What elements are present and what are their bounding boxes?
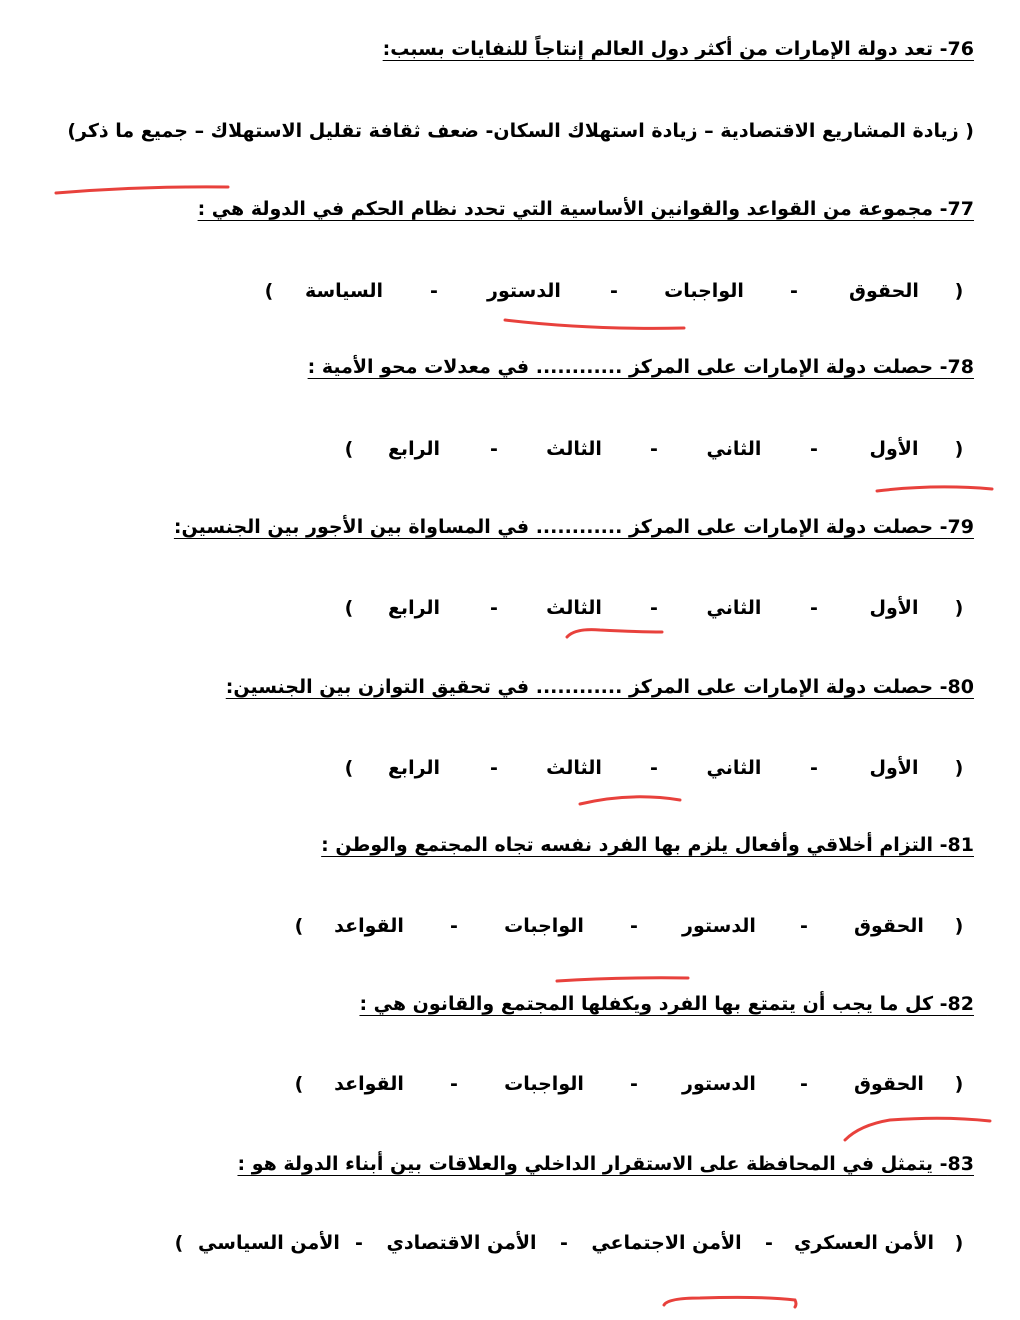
paren-open: ( xyxy=(954,757,964,779)
paren-open: ( xyxy=(954,438,964,460)
option-80-d[interactable]: الرابع xyxy=(387,757,441,779)
option-79-c[interactable]: الثالث xyxy=(546,597,602,619)
answer-mark-82 xyxy=(845,1118,990,1140)
option-82-a[interactable]: الحقوق xyxy=(854,1073,924,1095)
paren-close: ) xyxy=(174,1232,184,1254)
question-76: 76- تعد دولة الإمارات من أكثر دول العالم إنتاجاً للنفايات بسبب: xyxy=(382,38,974,60)
answer-mark-79 xyxy=(567,630,662,637)
option-81-b[interactable]: الدستور xyxy=(682,915,756,937)
dash: - xyxy=(450,915,458,937)
paren-close: ) xyxy=(344,757,354,779)
dash: - xyxy=(790,280,798,302)
option-77-d[interactable]: السياسة xyxy=(304,280,384,302)
dash: - xyxy=(560,1232,568,1254)
paren-open: ( xyxy=(954,280,964,302)
option-82-c[interactable]: الواجبات xyxy=(504,1073,584,1095)
option-79-d[interactable]: الرابع xyxy=(387,597,441,619)
paren-open: ( xyxy=(954,597,964,619)
dash: - xyxy=(610,280,618,302)
option-82-d[interactable]: القواعد xyxy=(334,1073,404,1095)
options-83 xyxy=(30,1232,974,1254)
answer-mark-76 xyxy=(56,187,228,193)
option-79-b[interactable]: الثاني xyxy=(706,597,762,619)
answer-mark-77 xyxy=(505,320,684,328)
dash: - xyxy=(650,597,658,619)
dash: - xyxy=(765,1232,773,1254)
question-82: 82- كل ما يجب أن يتمتع بها الفرد ويكفلها المجتمع والقانون هي : xyxy=(359,993,974,1015)
dash: - xyxy=(800,1073,808,1095)
option-78-a[interactable]: الأول xyxy=(869,438,919,460)
paren-open: ( xyxy=(954,1232,964,1254)
answer-mark-81 xyxy=(557,978,688,981)
dash: - xyxy=(430,280,438,302)
dash: - xyxy=(490,757,498,779)
question-80: 80- حصلت دولة الإمارات على المركز ............ في تحقيق التوازن بين الجنسين: xyxy=(225,676,974,698)
options-82 xyxy=(30,1073,974,1095)
option-78-d[interactable]: الرابع xyxy=(387,438,441,460)
options-76 xyxy=(30,120,974,142)
paren-open: ( xyxy=(954,915,964,937)
answer-mark-78 xyxy=(877,487,992,491)
paren-close: ) xyxy=(344,597,354,619)
option-77-a[interactable]: الحقوق xyxy=(849,280,919,302)
option-81-a[interactable]: الحقوق xyxy=(854,915,924,937)
dash: - xyxy=(490,597,498,619)
option-77-c[interactable]: الدستور xyxy=(487,280,561,302)
option-83-c[interactable]: الأمن الاقتصادي xyxy=(386,1232,537,1254)
question-81: 81- التزام أخلاقي وأفعال يلزم بها الفرد نفسه تجاه المجتمع والوطن : xyxy=(321,834,974,856)
option-83-d[interactable]: الأمن السياسي xyxy=(198,1232,340,1254)
dash: - xyxy=(450,1073,458,1095)
option-80-b[interactable]: الثاني xyxy=(706,757,762,779)
paren-close: ) xyxy=(294,915,304,937)
answer-mark-80 xyxy=(580,797,680,804)
dash: - xyxy=(800,915,808,937)
option-78-c[interactable]: الثالث xyxy=(546,438,602,460)
answer-mark-83 xyxy=(664,1297,796,1307)
question-83: 83- يتمثل في المحافظة على الاستقرار الداخلي والعلاقات بين أبناء الدولة هو : xyxy=(237,1153,974,1175)
option-77-b[interactable]: الواجبات xyxy=(664,280,744,302)
dash: - xyxy=(630,1073,638,1095)
dash: - xyxy=(810,597,818,619)
dash: - xyxy=(810,438,818,460)
option-82-b[interactable]: الدستور xyxy=(682,1073,756,1095)
question-79: 79- حصلت دولة الإمارات على المركز ............ في المساواة بين الأجور بين الجنسين: xyxy=(173,516,974,538)
option-79-a[interactable]: الأول xyxy=(869,597,919,619)
question-78: 78- حصلت دولة الإمارات على المركز ............ في معدلات محو الأمية : xyxy=(307,356,974,378)
option-83-a[interactable]: الأمن العسكري xyxy=(793,1232,935,1254)
dash: - xyxy=(650,757,658,779)
paren-open: ( xyxy=(954,1073,964,1095)
options-79 xyxy=(30,597,974,619)
options-81 xyxy=(30,915,974,937)
option-80-a[interactable]: الأول xyxy=(869,757,919,779)
options-78 xyxy=(30,438,974,460)
paren-close: ) xyxy=(294,1073,304,1095)
dash: - xyxy=(355,1232,363,1254)
option-83-b[interactable]: الأمن الاجتماعي xyxy=(591,1232,742,1254)
dash: - xyxy=(650,438,658,460)
options-76-line: ( زيادة المشاريع الاقتصادية – زيادة استهلاك السكان- ضعف ثقافة تقليل الاستهلاك – جميع ما ذكر) xyxy=(67,120,974,142)
option-81-c[interactable]: الواجبات xyxy=(504,915,584,937)
option-81-d[interactable]: القواعد xyxy=(334,915,404,937)
option-80-c[interactable]: الثالث xyxy=(546,757,602,779)
dash: - xyxy=(630,915,638,937)
paren-close: ) xyxy=(344,438,354,460)
paren-close: ) xyxy=(264,280,274,302)
options-77 xyxy=(30,280,974,302)
question-77: 77- مجموعة من القواعد والقوانين الأساسية التي تحدد نظام الحكم في الدولة هي : xyxy=(197,198,974,220)
dash: - xyxy=(490,438,498,460)
dash: - xyxy=(810,757,818,779)
options-80 xyxy=(30,757,974,779)
option-78-b[interactable]: الثاني xyxy=(706,438,762,460)
